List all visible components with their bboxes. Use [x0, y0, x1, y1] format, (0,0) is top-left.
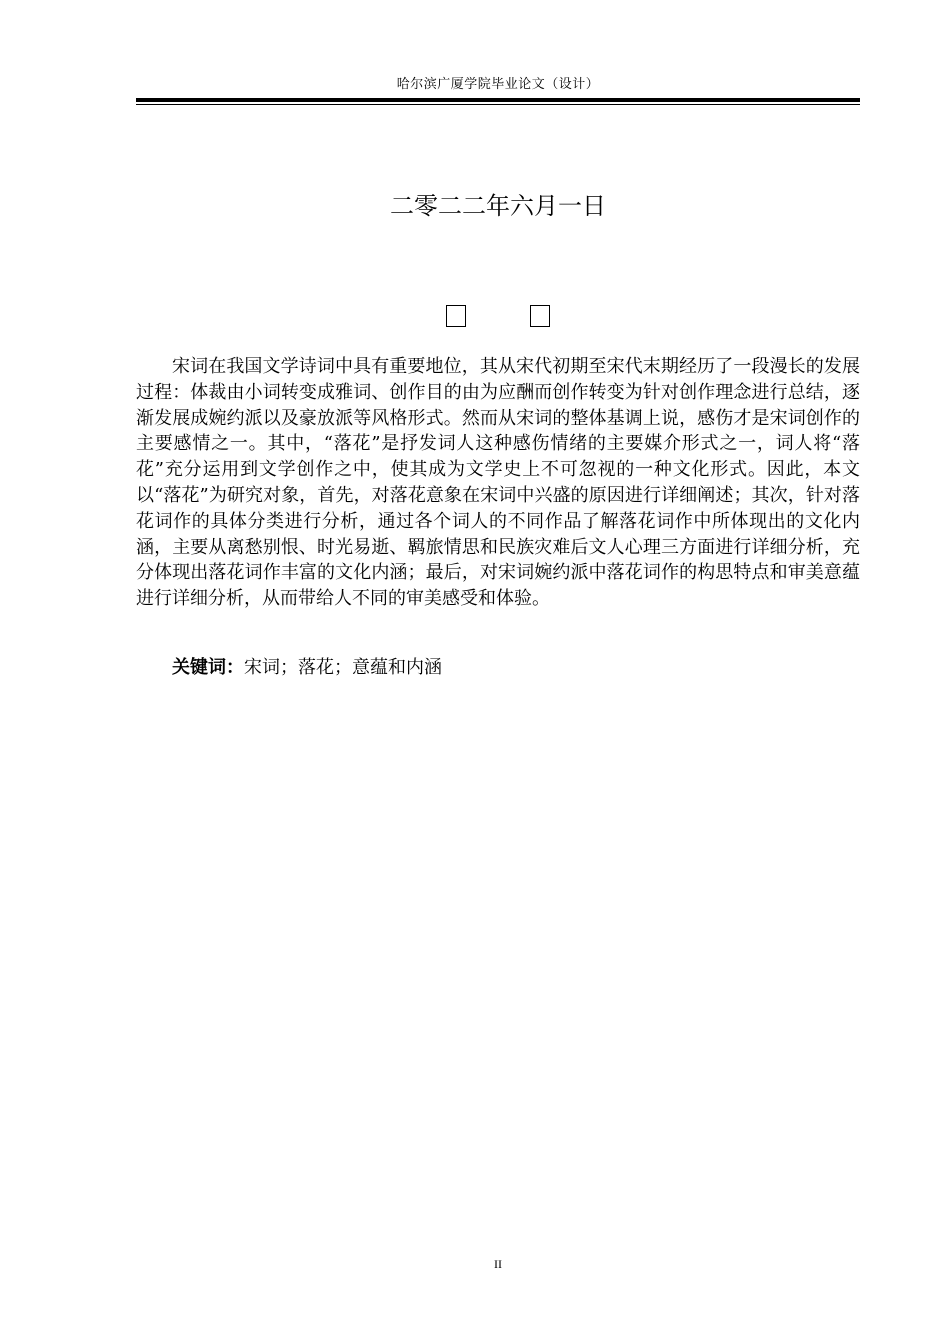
header-rule-thick	[136, 98, 860, 102]
abstract-heading	[136, 305, 860, 327]
page-header-title: 哈尔滨广厦学院毕业论文（设计）	[396, 77, 600, 92]
date-line: 二零二二年六月一日	[390, 192, 606, 220]
keywords-line	[172, 656, 860, 680]
keywords-value: 宋词；落花；意蕴和内涵	[244, 657, 442, 678]
keywords-label: 关键词：	[172, 657, 244, 678]
page-number: II	[494, 1257, 502, 1271]
missing-glyph-box-2	[530, 305, 550, 327]
abstract-body: 宋词在我国文学诗词中具有重要地位，其从宋代初期至宋代末期经历了一段漫长的发展过程：体裁由小词转变成雅词、创作目的由为应酬而创作转变为针对创作理念进行总结，逐渐发展成婉约派以及豪放派等风格形式。然而从宋词的整体基调上说，感伤才是宋词创作的主要感情之一。其中，“落花”是抒发词人这种感伤情绪的主要媒介形式之一，词人将“落花”充分运用到文学创作之中，使其成为文学史上不可忽视的一种文化形式。因此，本文以“落花”为研究对象，首先，对落花意象在宋词中兴盛的原因进行详细阐述；其次，针对落花词作的具体分类进行分析，通过各个词人的不同作品了解落花词作中所体现出的文化内涵，主要从离愁别恨、时光易逝、羁旅情思和民族灾难后文人心理三方面进行详细分析，充分体现出落花词作丰富的文化内涵；最后，对宋词婉约派中落花词作的构思特点和审美意蕴进行详细分析，从而带给人不同的审美感受和体验。	[136, 356, 860, 610]
header-rule-thin	[136, 104, 860, 105]
missing-glyph-box-1	[446, 305, 466, 327]
